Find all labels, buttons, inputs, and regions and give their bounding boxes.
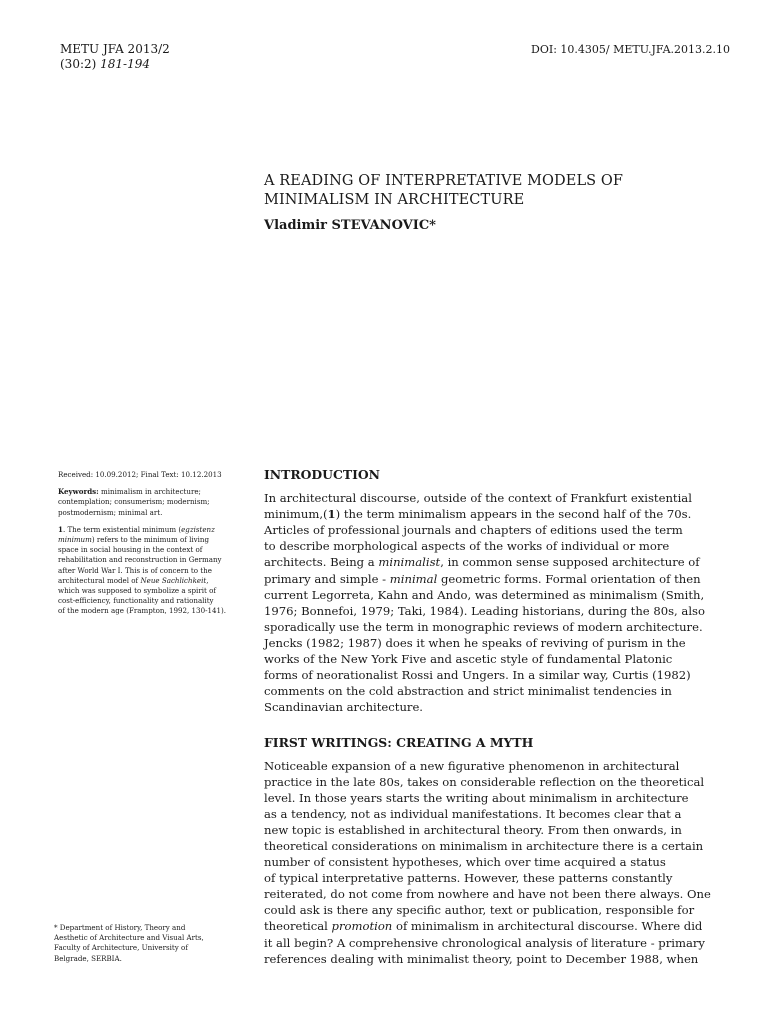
text-line: comments on the cold abstraction and strict minimalist tendencies in <box>264 684 672 699</box>
paragraph-introduction <box>264 490 724 715</box>
doi: DOI: 10.4305/ METU.JFA.2013.2.10 <box>531 43 730 56</box>
author-name: Vladimir STEVANOVIC* <box>264 218 436 233</box>
paragraph-first-writings <box>264 758 724 967</box>
keywords-line <box>58 487 253 497</box>
text-line: Articles of professional journals and chapters of editions used the term <box>264 523 683 538</box>
text-line: new topic is established in architectural theory. From then onwards, in <box>264 822 682 837</box>
footnote-line: rehabilitation and reconstruction in Germany <box>58 555 222 565</box>
text-line: current Legorreta, Kahn and Ando, was determined as minimalism (Smith, <box>264 587 705 602</box>
text-line: primary and simple - minimal geometric forms. Formal orientation of then <box>264 571 701 586</box>
text-line: references dealing with minimalist theory, point to December 1988, when <box>264 951 699 966</box>
journal-issue: METU JFA 2013/2 <box>60 42 170 56</box>
footnote-line: which was supposed to symbolize a spirit of <box>58 586 216 596</box>
keywords-line: postmodernism; minimal art. <box>58 507 163 517</box>
text-line: as a tendency, not as individual manifestations. It becomes clear that a <box>264 806 682 821</box>
affiliation-line: * Department of History, Theory and <box>54 923 186 932</box>
text-line: minimum,(1) the term minimalism appears in the second half of the 70s. <box>264 507 692 522</box>
footnote-number: 1 <box>58 524 63 534</box>
sidebar-notes <box>58 470 253 624</box>
received-dates: Received: 10.09.2012; Final Text: 10.12.2013 <box>58 470 222 479</box>
text-line: level. In those years starts the writing about minimalism in architecture <box>264 790 689 805</box>
footnote-ref: 1 <box>327 507 336 522</box>
keywords-text: minimalism in architecture; <box>98 487 201 497</box>
footnote-line: architectural model of Neue Sachlichkeit, <box>58 575 209 585</box>
footnote-line: 1. The term existential minimum (egzistenz <box>58 524 215 534</box>
text-line: to describe morphological aspects of the works of individual or more <box>264 539 670 554</box>
article-title-line: MINIMALISM IN ARCHITECTURE <box>264 192 525 208</box>
text-line: Noticeable expansion of a new figurative phenomenon in architectural <box>264 758 680 773</box>
heading-introduction: INTRODUCTION <box>264 467 380 482</box>
journal-header <box>60 42 170 72</box>
footnote-line: of the modern age (Frampton, 1992, 130-141). <box>58 606 227 616</box>
affiliation-line: Belgrade, SERBIA. <box>54 953 122 963</box>
text-line: Scandinavian architecture. <box>264 700 423 715</box>
author-affiliation <box>54 923 254 964</box>
article-title-line: A READING OF INTERPRETATIVE MODELS OF <box>264 173 624 189</box>
text-line: forms of neorationalist Rossi and Ungers. In a similar way, Curtis (1982) <box>264 668 691 683</box>
text-line: practice in the late 80s, takes on considerable reflection on the theoretical <box>264 774 705 789</box>
text-line: In architectural discourse, outside of the context of Frankfurt existential <box>264 491 692 506</box>
text-line: of typical interpretative patterns. However, these patterns constantly <box>264 871 673 886</box>
keywords <box>58 487 253 518</box>
journal-pages: 181-194 <box>100 57 151 71</box>
text-line: theoretical promotion of minimalism in architectural discourse. Where did <box>264 919 703 934</box>
footnote-line: space in social housing in the context of <box>58 545 203 555</box>
text-line: sporadically use the term in monographic reviews of modern architecture. <box>264 619 703 634</box>
article-title <box>264 172 724 210</box>
journal-volume: (30:2) <box>60 57 97 71</box>
affiliation-line: Aesthetic of Architecture and Visual Arts, <box>54 933 204 943</box>
footnote-line: minimum) refers to the minimum of living <box>58 535 210 545</box>
text-line: architects. Being a minimalist, in common sense supposed architecture of <box>264 555 700 570</box>
text-line: it all begin? A comprehensive chronological analysis of literature - primary <box>264 935 705 950</box>
text-line: number of consistent hypotheses, which over time acquired a status <box>264 855 666 870</box>
text-line: 1976; Bonnefoi, 1979; Taki, 1984). Leading historians, during the 80s, also <box>264 603 705 618</box>
text-line: could ask is there any specific author, text or publication, responsible for <box>264 903 695 918</box>
journal-volume-pages <box>60 57 170 72</box>
text-line: theoretical considerations on minimalism in architecture there is a certain <box>264 838 704 853</box>
keywords-line: contemplation; consumerism; modernism; <box>58 497 210 507</box>
footnote-line: cost-efficiency, functionality and rationality <box>58 596 214 606</box>
footnote-line: after World War I. This is of concern to the <box>58 565 212 575</box>
heading-first-writings: FIRST WRITINGS: CREATING A MYTH <box>264 735 534 751</box>
text-line: works of the New York Five and ascetic style of fundamental Platonic <box>264 652 673 667</box>
text-line: Jencks (1982; 1987) does it when he speaks of reviving of purism in the <box>264 635 686 650</box>
text-line: reiterated, do not come from nowhere and have not been there always. One <box>264 887 711 902</box>
keywords-label: Keywords: <box>58 487 99 497</box>
footnote-1 <box>58 525 253 617</box>
affiliation-line: Faculty of Architecture, University of <box>54 943 188 953</box>
article-body <box>264 467 724 967</box>
